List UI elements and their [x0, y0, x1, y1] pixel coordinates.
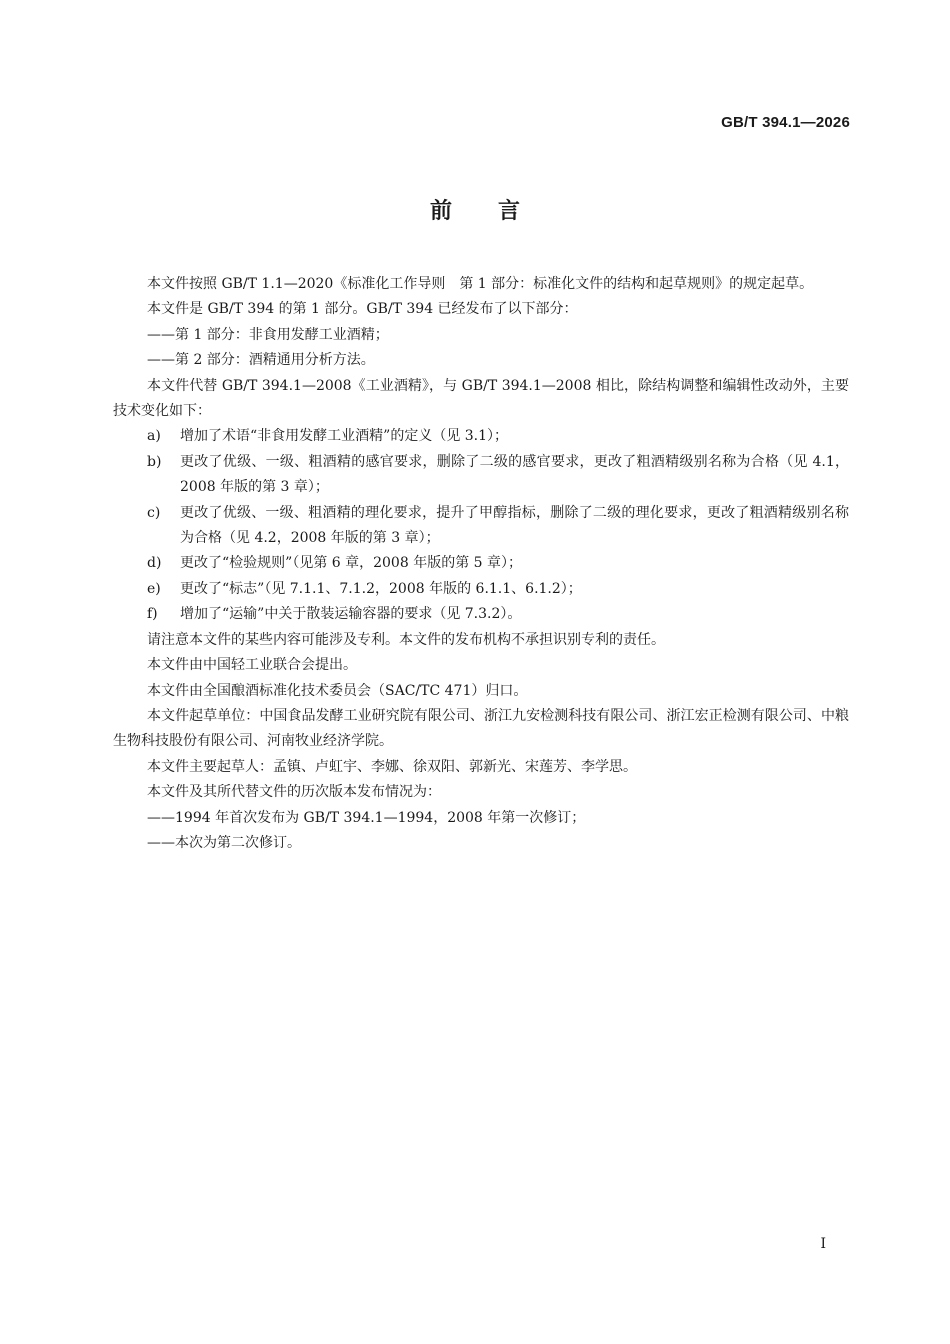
change-list-item: [113, 501, 849, 552]
paragraph: 本文件是 GB/T 394 的第 1 部分。GB/T 394 已经发布了以下部分：: [147, 301, 578, 318]
paragraph: 本文件由中国轻工业联合会提出。: [147, 657, 357, 674]
history-list-item: ——1994 年首次发布为 GB/T 394.1—1994，2008 年第一次修订；: [147, 809, 586, 826]
list-marker: f): [147, 606, 158, 623]
standard-code: GB/T 394.1—2026: [721, 114, 850, 131]
list-marker: c): [147, 504, 161, 521]
page-title: 前言: [429, 199, 566, 224]
part-list-item: ——第 2 部分：酒精通用分析方法。: [147, 352, 375, 369]
paragraph: 本文件主要起草人：孟镇、卢虹宇、李娜、徐双阳、郭新光、宋莲芳、李学思。: [147, 758, 637, 775]
page-number: I: [820, 1236, 826, 1252]
change-list-item: [113, 602, 849, 627]
list-text: 增加了“运输”中关于散装运输容器的要求（见 7.3.2）。: [180, 606, 522, 623]
list-text: 更改了“检验规则”（见第 6 章，2008 年版的第 5 章）；: [180, 555, 523, 572]
paragraph: 本文件及其所代替文件的历次版本发布情况为：: [147, 784, 441, 801]
list-text: 更改了“标志”（见 7.1.1、7.1.2，2008 年版的 6.1.1、6.1.2）；: [180, 580, 582, 597]
list-marker: e): [147, 580, 161, 597]
change-list-item: [113, 551, 849, 576]
foreword-body: [113, 272, 849, 856]
paragraph: 本文件由全国酿酒标准化技术委员会（SAC/TC 471）归口。: [147, 682, 528, 699]
list-marker: d): [147, 555, 162, 572]
list-marker: a): [147, 428, 161, 445]
list-marker: b): [147, 453, 162, 470]
part-list-item: ——第 1 部分：非食用发酵工业酒精；: [147, 326, 389, 343]
change-list-item: [113, 424, 849, 449]
list-text: 更改了优级、一级、粗酒精的理化要求，提升了甲醇指标，删除了二级的理化要求，更改了粗酒精级别名称为合格（见 4.2，2008 年版的第 3 章）；: [180, 504, 849, 547]
paragraph: 请注意本文件的某些内容可能涉及专利。本文件的发布机构不承担识别专利的责任。: [147, 631, 665, 648]
history-list-item: ——本次为第二次修订。: [147, 834, 301, 851]
paragraph: 本文件代替 GB/T 394.1—2008《工业酒精》，与 GB/T 394.1—2008 相比，除结构调整和编辑性改动外，主要技术变化如下：: [113, 377, 849, 420]
paragraph: 本文件起草单位：中国食品发酵工业研究院有限公司、浙江九安检测科技有限公司、浙江宏正检测有限公司、中粮生物科技股份有限公司、河南牧业经济学院。: [113, 707, 849, 750]
change-list-item: [113, 577, 849, 602]
list-text: 更改了优级、一级、粗酒精的感官要求，删除了二级的感官要求，更改了粗酒精级别名称为合格（见 4.1，2008 年版的第 3 章）；: [180, 453, 849, 496]
paragraph: 本文件按照 GB/T 1.1—2020《标准化工作导则 第 1 部分：标准化文件的结构和起草规则》的规定起草。: [147, 276, 814, 292]
change-list-item: [113, 450, 849, 501]
list-text: 增加了术语“非食用发酵工业酒精”的定义（见 3.1）；: [180, 428, 509, 445]
